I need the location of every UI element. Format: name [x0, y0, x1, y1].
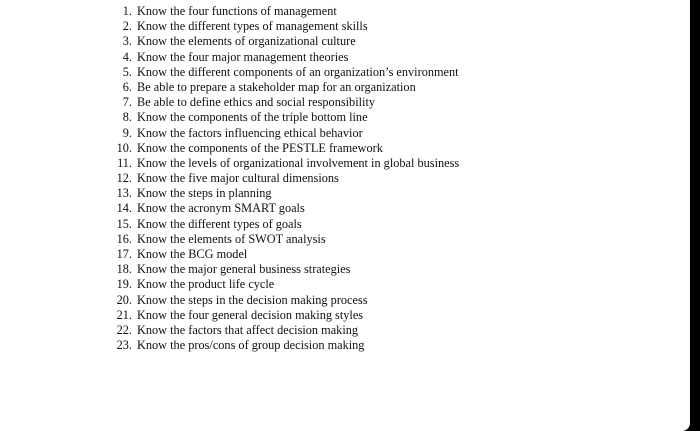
list-item [112, 141, 459, 156]
list-item-number: 13. [116, 186, 132, 201]
list-item-number: 22. [116, 322, 132, 337]
list-item-number: 16. [116, 231, 132, 246]
list-item [112, 277, 459, 292]
list-item-number: 1. [122, 4, 132, 18]
list-item-number: 11. [117, 155, 132, 170]
topic-list [112, 4, 459, 353]
list-item [112, 217, 459, 232]
list-item-text: Know the different types of management skills [137, 19, 368, 34]
list-item-text: Know the factors influencing ethical behavior [137, 125, 363, 140]
list-item-number: 21. [116, 307, 132, 322]
list-item-text: Know the components of the triple bottom line [137, 110, 368, 125]
list-item-text: Know the product life cycle [137, 277, 275, 292]
list-item-number: 4. [122, 49, 132, 64]
list-item-text: Know the acronym SMART goals [137, 201, 305, 216]
list-item-number: 6. [122, 79, 132, 94]
list-item-number: 2. [122, 19, 132, 34]
list-item-number: 5. [122, 64, 132, 79]
list-item-number: 14. [116, 201, 132, 216]
list-item-text: Be able to prepare a stakeholder map for an organization [137, 79, 416, 94]
list-item-text: Know the different components of an organization’s environment [137, 64, 459, 79]
list-item-number: 15. [116, 216, 132, 231]
list-item-number: 19. [116, 277, 132, 292]
list-item-number: 12. [116, 171, 132, 186]
list-item-number: 20. [116, 292, 132, 307]
list-item [112, 308, 459, 323]
list-item [112, 186, 459, 201]
list-item-text: Know the four functions of management [137, 4, 337, 18]
list-item-number: 18. [116, 262, 132, 277]
list-item-number: 9. [122, 125, 132, 140]
list-item-text: Know the BCG model [137, 247, 248, 261]
list-item-text: Know the elements of organizational culture [137, 34, 356, 49]
list-item-text: Be able to define ethics and social responsibility [137, 95, 376, 110]
list-item-number: 23. [116, 338, 132, 353]
list-item [112, 95, 459, 110]
list-item [112, 4, 459, 19]
list-item-text: Know the elements of SWOT analysis [137, 231, 326, 246]
list-item-text: Know the major general business strategies [137, 262, 351, 277]
list-item [112, 262, 459, 277]
list-item [112, 126, 459, 141]
list-item [112, 19, 459, 34]
list-item-text: Know the four major management theories [137, 49, 349, 64]
list-item-text: Know the components of the PESTLE framework [137, 140, 383, 155]
list-item-number: 7. [122, 95, 132, 110]
list-item-number: 17. [116, 247, 132, 261]
list-item [112, 201, 459, 216]
list-item [112, 50, 459, 65]
list-item [112, 110, 459, 125]
list-item [112, 232, 459, 247]
list-item [112, 34, 459, 49]
list-item-text: Know the five major cultural dimensions [137, 171, 339, 186]
list-item [112, 171, 459, 186]
list-item-text: Know the steps in the decision making process [137, 292, 368, 307]
list-item [112, 156, 459, 171]
list-item-text: Know the levels of organizational involvement in global business [137, 155, 460, 170]
list-item [112, 293, 459, 308]
list-item [112, 65, 459, 80]
list-item-text: Know the different types of goals [137, 216, 302, 231]
list-item-text: Know the steps in planning [137, 186, 272, 201]
list-item-text: Know the four general decision making styles [137, 307, 364, 322]
list-item [112, 338, 459, 353]
list-item-number: 10. [116, 140, 132, 155]
list-item-number: 8. [122, 110, 132, 125]
list-item [112, 80, 459, 95]
list-item-text: Know the factors that affect decision making [137, 322, 359, 337]
list-item-number: 3. [122, 34, 132, 49]
list-item [112, 323, 459, 338]
list-item [112, 247, 459, 262]
list-item-text: Know the pros/cons of group decision making [137, 338, 365, 353]
